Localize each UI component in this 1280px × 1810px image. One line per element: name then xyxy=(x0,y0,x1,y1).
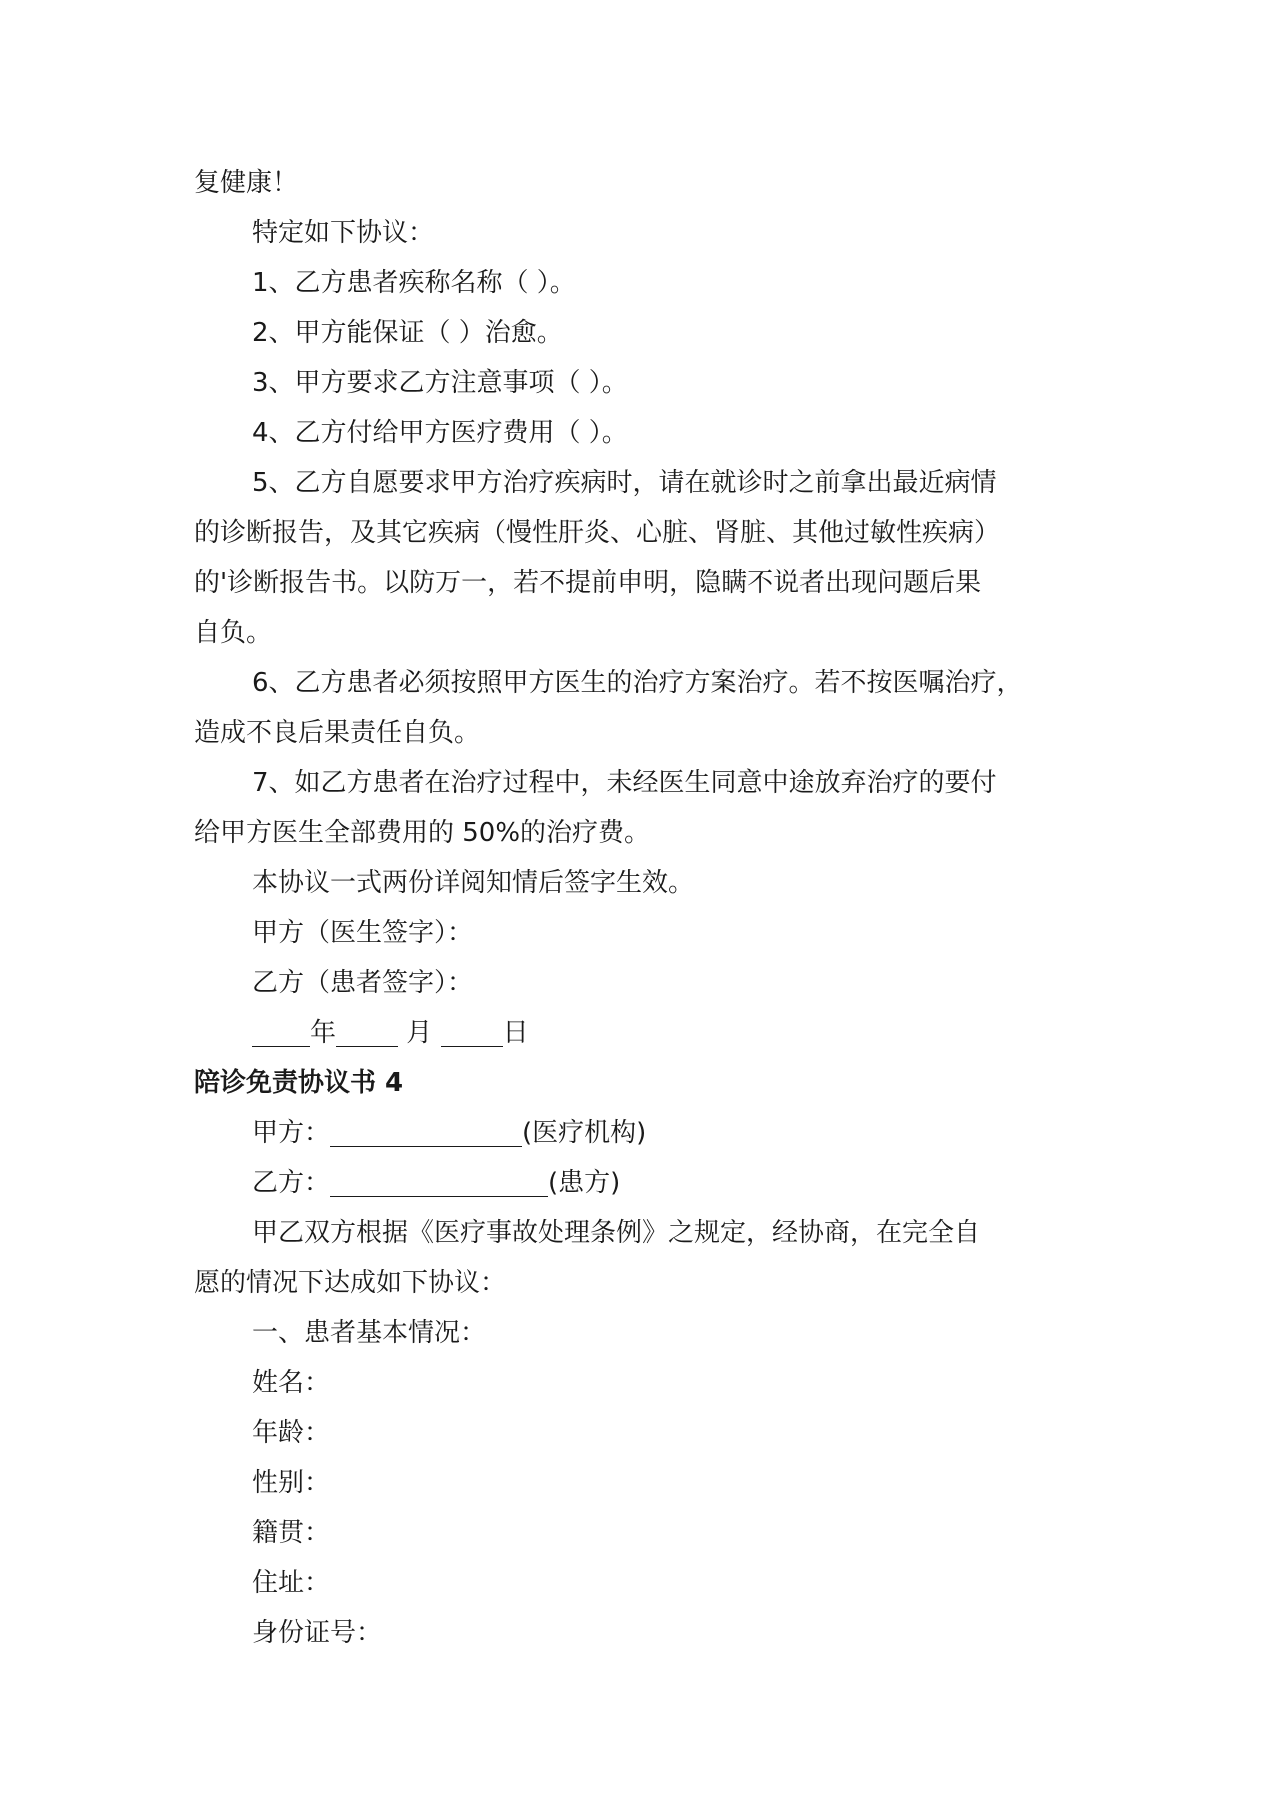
signature-party-b: 乙方（患者签字）： xyxy=(252,968,474,998)
clause-7-line: 给甲方医生全部费用的 50%的治疗费。 xyxy=(194,818,651,848)
clause-3: 3、甲方要求乙方注意事项（ ）。 xyxy=(252,368,628,398)
party-b-label: 乙方： xyxy=(252,1168,331,1198)
clause-2: 2、甲方能保证（ ）治愈。 xyxy=(252,318,563,348)
clause-5 xyxy=(194,458,1094,658)
clause-6 xyxy=(194,658,1094,758)
month-blank[interactable] xyxy=(336,1016,398,1047)
clause-4: 4、乙方付给甲方医疗费用（ ）。 xyxy=(252,418,628,448)
continued-line: 复健康！ xyxy=(194,168,299,198)
field-native-place: 籍贯： xyxy=(252,1518,331,1548)
preamble-line: 愿的情况下达成如下协议： xyxy=(194,1268,507,1298)
clause-5-line: 的诊断报告，及其它疾病（慢性肝炎、心脏、肾脏、其他过敏性疾病） xyxy=(194,518,1001,548)
day-blank[interactable] xyxy=(441,1016,503,1047)
preamble xyxy=(194,1208,1094,1308)
signature-party-a: 甲方（医生签字）： xyxy=(252,918,474,948)
clause-7 xyxy=(194,758,1094,858)
month-label: 月 xyxy=(406,1018,433,1048)
preamble-line: 甲乙双方根据《医疗事故处理条例》之规定，经协商，在完全自 xyxy=(252,1218,981,1248)
party-a-suffix: (医疗机构) xyxy=(522,1118,647,1148)
party-a-line xyxy=(194,1108,1094,1158)
field-gender: 性别： xyxy=(252,1468,331,1498)
clause-1: 1、乙方患者疾称名称（ ）。 xyxy=(252,268,576,298)
clause-7-line: 7、如乙方患者在治疗过程中，未经医生同意中途放弃治疗的要付 xyxy=(252,768,997,798)
year-label: 年 xyxy=(310,1018,337,1048)
clause-5-line: 自负。 xyxy=(194,618,273,648)
party-a-blank[interactable] xyxy=(330,1116,522,1147)
field-address: 住址： xyxy=(252,1568,331,1598)
year-blank[interactable] xyxy=(252,1016,310,1047)
field-name: 姓名： xyxy=(252,1368,331,1398)
clause-6-line: 6、乙方患者必须按照甲方医生的治疗方案治疗。若不按医嘱治疗， xyxy=(252,668,1023,698)
document-body xyxy=(194,158,1094,1658)
section-title: 陪诊免责协议书 4 xyxy=(194,1068,404,1098)
date-line xyxy=(194,1008,1094,1058)
day-label: 日 xyxy=(502,1018,529,1048)
clause-6-line: 造成不良后果责任自负。 xyxy=(194,718,481,748)
basic-info-title: 一、患者基本情况： xyxy=(252,1318,487,1348)
party-a-label: 甲方： xyxy=(252,1118,331,1148)
agreement-intro: 特定如下协议： xyxy=(252,218,435,248)
field-id-number: 身份证号： xyxy=(252,1618,383,1648)
party-b-suffix: (患方) xyxy=(548,1168,621,1198)
party-b-blank[interactable] xyxy=(330,1166,548,1197)
effect-statement: 本协议一式两份详阅知情后签字生效。 xyxy=(252,868,695,898)
clause-5-line: 的'诊断报告书。以防万一，若不提前申明，隐瞒不说者出现问题后果 xyxy=(194,568,982,598)
field-age: 年龄： xyxy=(252,1418,331,1448)
party-b-line xyxy=(194,1158,1094,1208)
clause-5-line: 5、乙方自愿要求甲方治疗疾病时，请在就诊时之前拿出最近病情 xyxy=(252,468,997,498)
